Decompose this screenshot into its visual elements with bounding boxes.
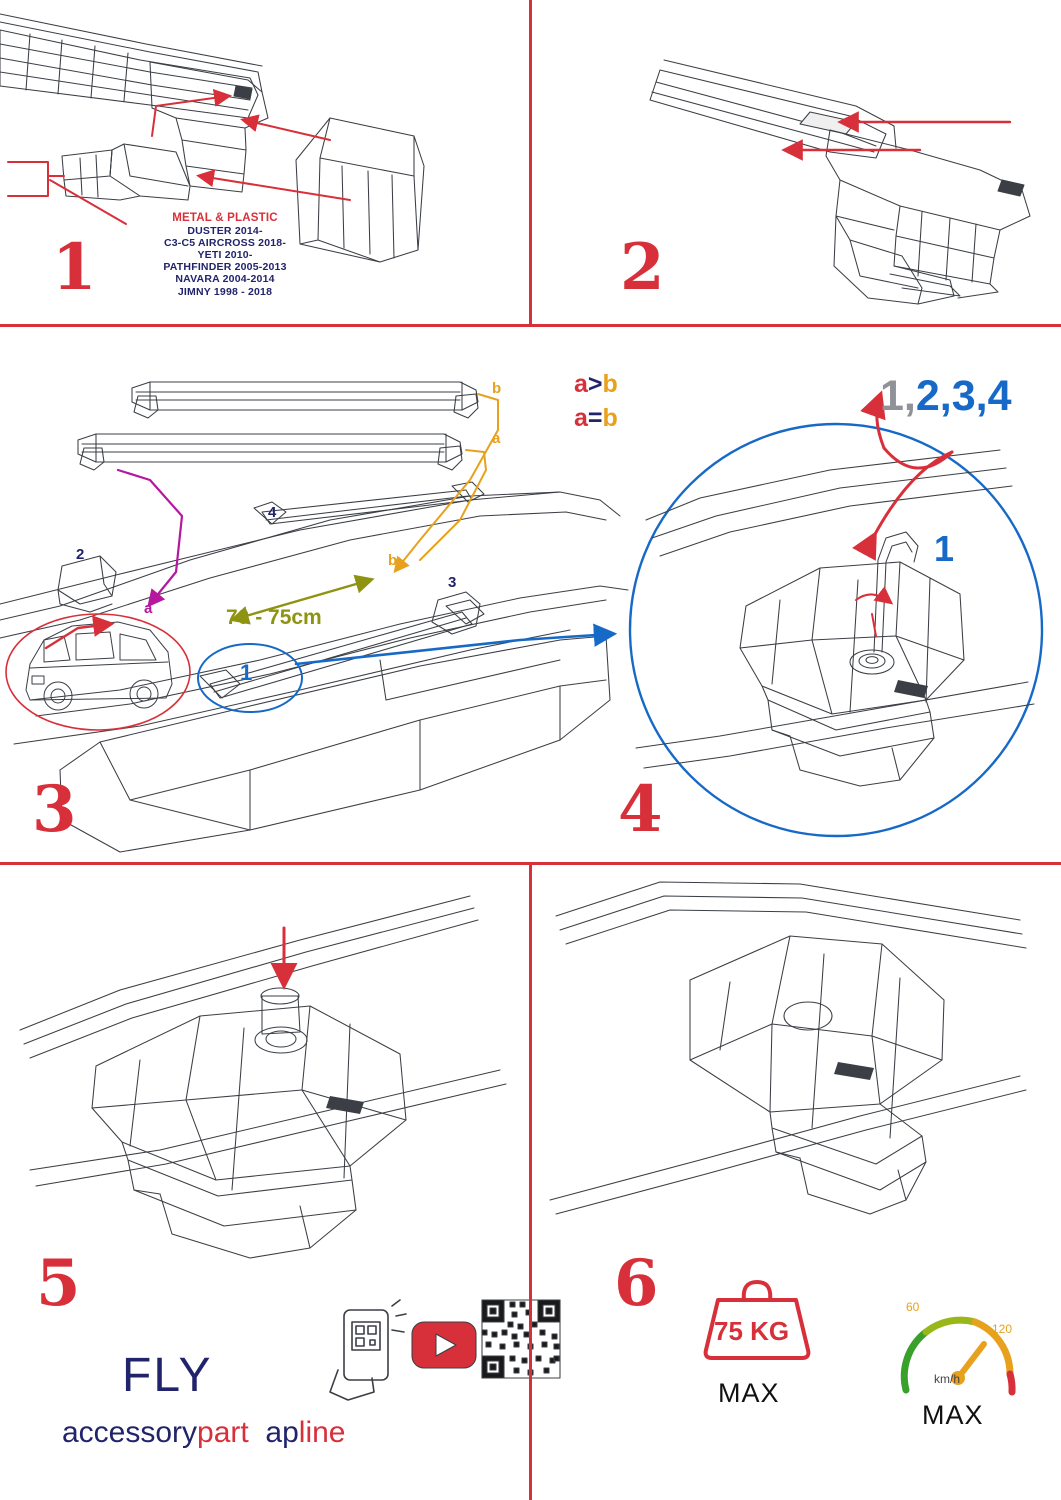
step-number-2: 2: [620, 230, 664, 305]
cmp2-op: =: [587, 403, 603, 432]
step3-car-inset: [6, 614, 190, 730]
bar-label-a: a: [492, 430, 501, 447]
comparison-row-2: [574, 402, 618, 436]
brand-line: line: [298, 1416, 346, 1449]
sequence-suffix: 2,3,4: [915, 372, 1012, 420]
step5-art: [20, 896, 506, 1258]
brand-ap: ap: [265, 1416, 299, 1449]
vehicle-3: PATHFINDER 2005-2013: [163, 261, 287, 274]
brand-part: part: [197, 1416, 249, 1449]
cmp1-left: a: [574, 370, 588, 398]
phone-qr-scan-icon: [330, 1300, 406, 1400]
step3-loose-bars: [78, 382, 478, 470]
comparison-row-1: [574, 368, 618, 402]
step6-art: [550, 882, 1026, 1214]
mount-number-3: 3: [448, 574, 457, 591]
cmp2-right: b: [602, 403, 618, 432]
brand-tagline: [62, 1416, 346, 1450]
roof-label-a: a: [144, 600, 153, 617]
qr-code: [482, 1300, 560, 1378]
cmp1-op: >: [587, 370, 603, 398]
vehicle-0: DUSTER 2014-: [187, 225, 263, 238]
comparison-block: [574, 368, 618, 436]
cmp1-right: b: [602, 370, 618, 398]
material-title: METAL & PLASTIC: [172, 212, 278, 224]
mount-number-4: 4: [268, 504, 277, 521]
step-number-1: 1: [52, 230, 96, 305]
youtube-icon: [412, 1322, 476, 1368]
bar-label-b: b: [492, 380, 502, 397]
brand-accessory: accessory: [62, 1416, 198, 1449]
step3-car-art: [0, 482, 628, 852]
step-number-5: 5: [36, 1246, 80, 1321]
vehicle-1: C3-C5 AIRCROSS 2018-: [163, 237, 287, 250]
brand-fly: FLY: [122, 1349, 213, 1402]
metal-plastic-block: [100, 212, 350, 298]
divider-vertical-top: [529, 0, 532, 324]
vehicle-5: JIMNY 1998 - 2018: [177, 285, 273, 298]
sequence-prefix: 1,: [880, 372, 916, 420]
divider-top: [0, 324, 1061, 327]
speed-unit: km/h: [934, 1372, 961, 1386]
divider-vertical-bottom: [529, 862, 532, 1500]
vehicle-4: NAVARA 2004-2014: [175, 273, 275, 286]
weight-value: 75 KG: [714, 1316, 790, 1346]
roof-label-b: b: [388, 552, 398, 569]
sequence-label: [880, 372, 1012, 421]
step4-callout-1: 1: [934, 528, 955, 569]
step2-crossbar-art: [650, 60, 1030, 304]
step-number-4: 4: [618, 772, 662, 847]
cmp2-left: a: [574, 403, 588, 432]
step-number-3: 3: [32, 772, 76, 847]
vehicle-2: YETI 2010-: [197, 249, 253, 262]
speed-tick-high: 120: [992, 1322, 1013, 1336]
speed-max-label: MAX: [922, 1400, 984, 1430]
mount-number-1: 1: [240, 660, 253, 685]
step4-detail: [630, 396, 1042, 836]
weight-max-label: MAX: [718, 1378, 780, 1408]
distance-label: 70 - 75cm: [226, 606, 322, 629]
step-number-6: 6: [614, 1246, 658, 1321]
mount-number-2: 2: [76, 546, 85, 563]
speed-tick-low: 60: [906, 1300, 920, 1314]
